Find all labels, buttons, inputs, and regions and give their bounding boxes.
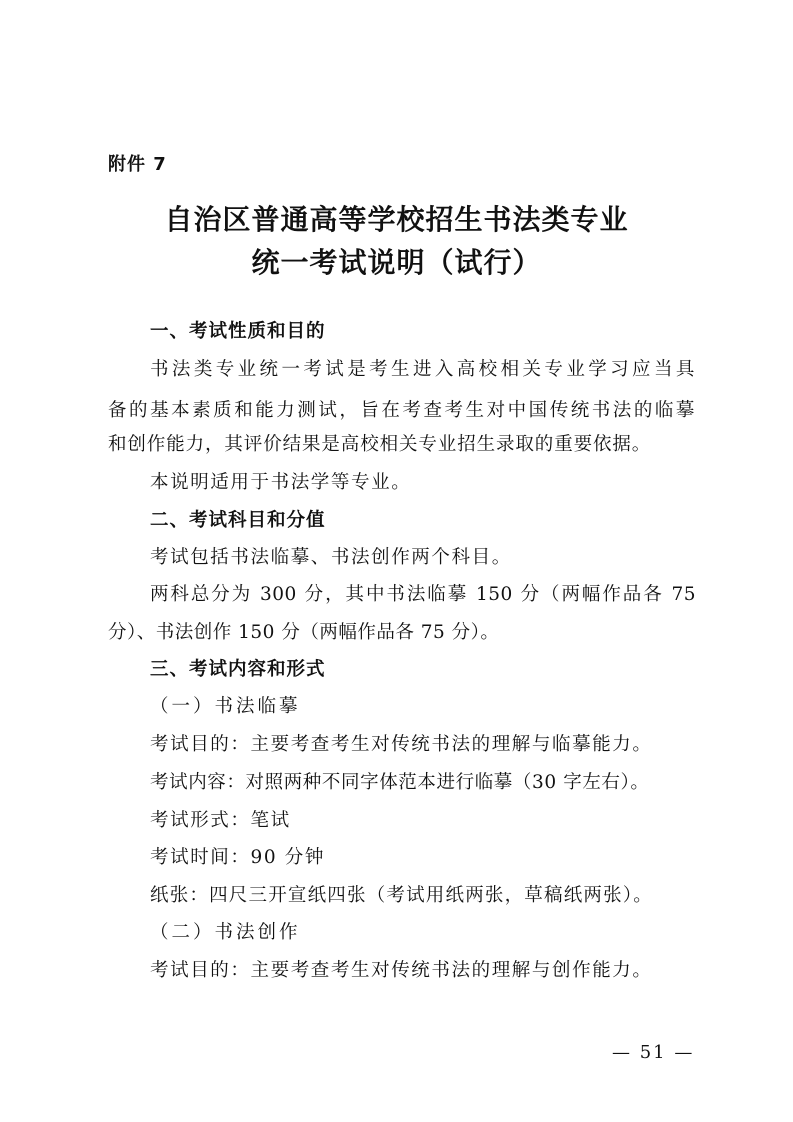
paragraph-line: 考试形式：笔试 [150,810,291,831]
paragraph-line: 和创作能力，其评价结果是高校相关专业招生录取的重要依据。 [108,434,652,455]
paragraph-line: 分）、书法创作 150 分（两幅作品各 75 分）。 [108,622,500,643]
section-heading-2: 二、考试科目和分值 [150,510,326,531]
attachment-label: 附件 7 [108,154,167,175]
paragraph-line: 书法类专业统一考试是考生进入高校相关专业学习应当具 [150,359,696,380]
paragraph-line: 考试内容：对照两种不同字体范本进行临摹（30 字左右）。 [150,772,650,793]
paragraph-line: 考试目的：主要考查考生对传统书法的理解与创作能力。 [150,960,653,981]
document-title-line2: 统一考试说明（试行） [251,246,542,279]
paragraph-line: 考试目的：主要考查考生对传统书法的理解与临摹能力。 [150,734,653,755]
paragraph-line: 考试包括书法临摹、书法创作两个科目。 [150,547,512,568]
paragraph-line: 两科总分为 300 分，其中书法临摹 150 分（两幅作品各 75 [150,584,696,605]
paragraph-line: 本说明适用于书法学等专业。 [150,472,412,493]
paragraph-line: 考试时间：90 分钟 [150,847,325,868]
section-heading-1: 一、考试性质和目的 [150,321,326,342]
paragraph-line: 备的基本素质和能力测试，旨在考查考生对中国传统书法的临摹 [108,400,696,421]
section-heading-3: 三、考试内容和形式 [150,659,326,680]
subsection-heading-1: （一）书法临摹 [150,696,301,717]
paragraph-line: 纸张：四尺三开宣纸四张（考试用纸两张，草稿纸两张）。 [150,885,653,906]
page-number: — 51 — [612,1042,695,1063]
document-title-line1: 自治区普通高等学校招生书法类专业 [164,203,629,236]
subsection-heading-2: （二）书法创作 [150,922,301,943]
